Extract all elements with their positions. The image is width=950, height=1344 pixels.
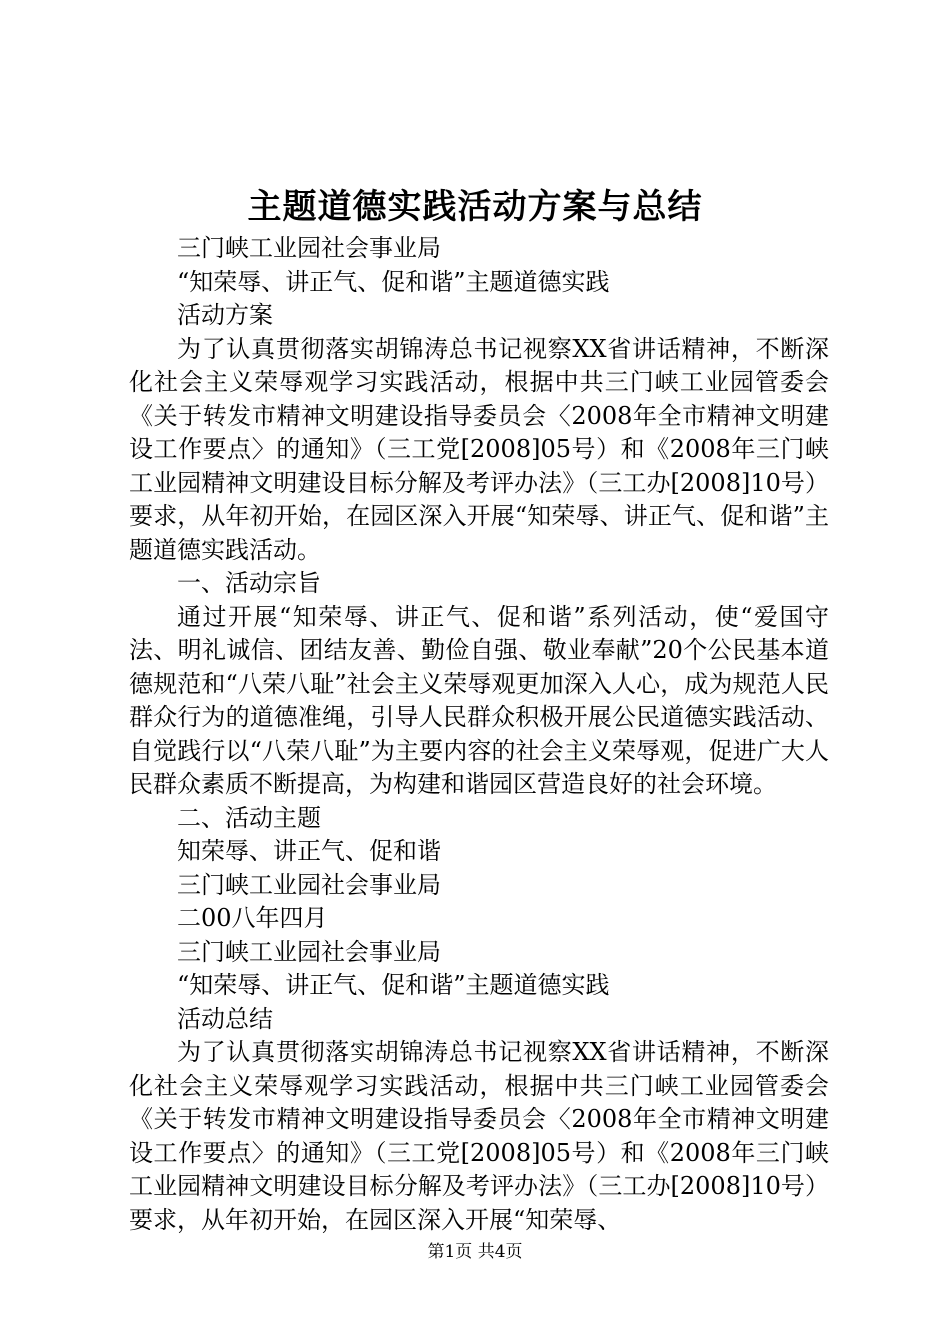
paragraph-issuer: 三门峡工业园社会事业局 <box>177 234 441 262</box>
paragraph-signature-date: 二00八年四月 <box>177 904 328 932</box>
paragraph-plan-intro: 为了认真贯彻落实胡锦涛总书记视察XX省讲话精神，不断深化社会主义荣辱观学习实践活动，根据中共三门峡工业园管委会《关于转发市精神文明建设指导委员会〈2008年全市精神文明建设工作要点〉的通知》（三工党[2008]05号）和《2008年三门峡工业园精神文明建设目标分解及考评办法》（三工办[2008]10号）要求，从年初开始，在园区深入开展“知荣辱、讲正气、促和谐”主题道德实践活动。 <box>129 334 829 564</box>
paragraph-signature-org: 三门峡工业园社会事业局 <box>177 870 441 899</box>
section-heading-purpose: 一、活动宗旨 <box>177 569 321 597</box>
paragraph-plan-heading: 活动方案 <box>177 301 273 329</box>
section-heading-theme: 二、活动主题 <box>177 803 321 832</box>
paragraph-purpose: 通过开展“知荣辱、讲正气、促和谐”系列活动，使“爱国守法、明礼诚信、团结友善、勤俭自强、敬业奉献”20个公民基本道德规范和“八荣八耻”社会主义荣辱观更加深入人心，成为规范人民群众行为的道德准绳，引导人民群众积极开展公民道德实践活动、自觉践行以“八荣八耻”为主要内容的社会主义荣辱观，促进广大人民群众素质不断提高，为构建和谐园区营造良好的社会环境。 <box>129 602 829 798</box>
paragraph-theme: 知荣辱、讲正气、促和谐 <box>177 837 441 865</box>
paragraph-summary-issuer: 三门峡工业园社会事业局 <box>177 937 441 966</box>
document-body <box>129 232 829 1237</box>
paragraph-summary-intro: 为了认真贯彻落实胡锦涛总书记视察XX省讲话精神，不断深化社会主义荣辱观学习实践活动，根据中共三门峡工业园管委会《关于转发市精神文明建设指导委员会〈2008年全市精神文明建设工作要点〉的通知》（三工党[2008]05号）和《2008年三门峡工业园精神文明建设目标分解及考评办法》（三工办[2008]10号）要求，从年初开始，在园区深入开展“知荣辱、 <box>129 1038 829 1234</box>
paragraph-theme-heading: “知荣辱、讲正气、促和谐”主题道德实践 <box>177 267 610 296</box>
paragraph-summary-heading: 活动总结 <box>177 1004 273 1033</box>
page-footer: 第1页 共4页 <box>427 1242 523 1262</box>
paragraph-summary-theme-heading: “知荣辱、讲正气、促和谐”主题道德实践 <box>177 971 610 999</box>
document-title: 主题道德实践活动方案与总结 <box>247 187 703 227</box>
